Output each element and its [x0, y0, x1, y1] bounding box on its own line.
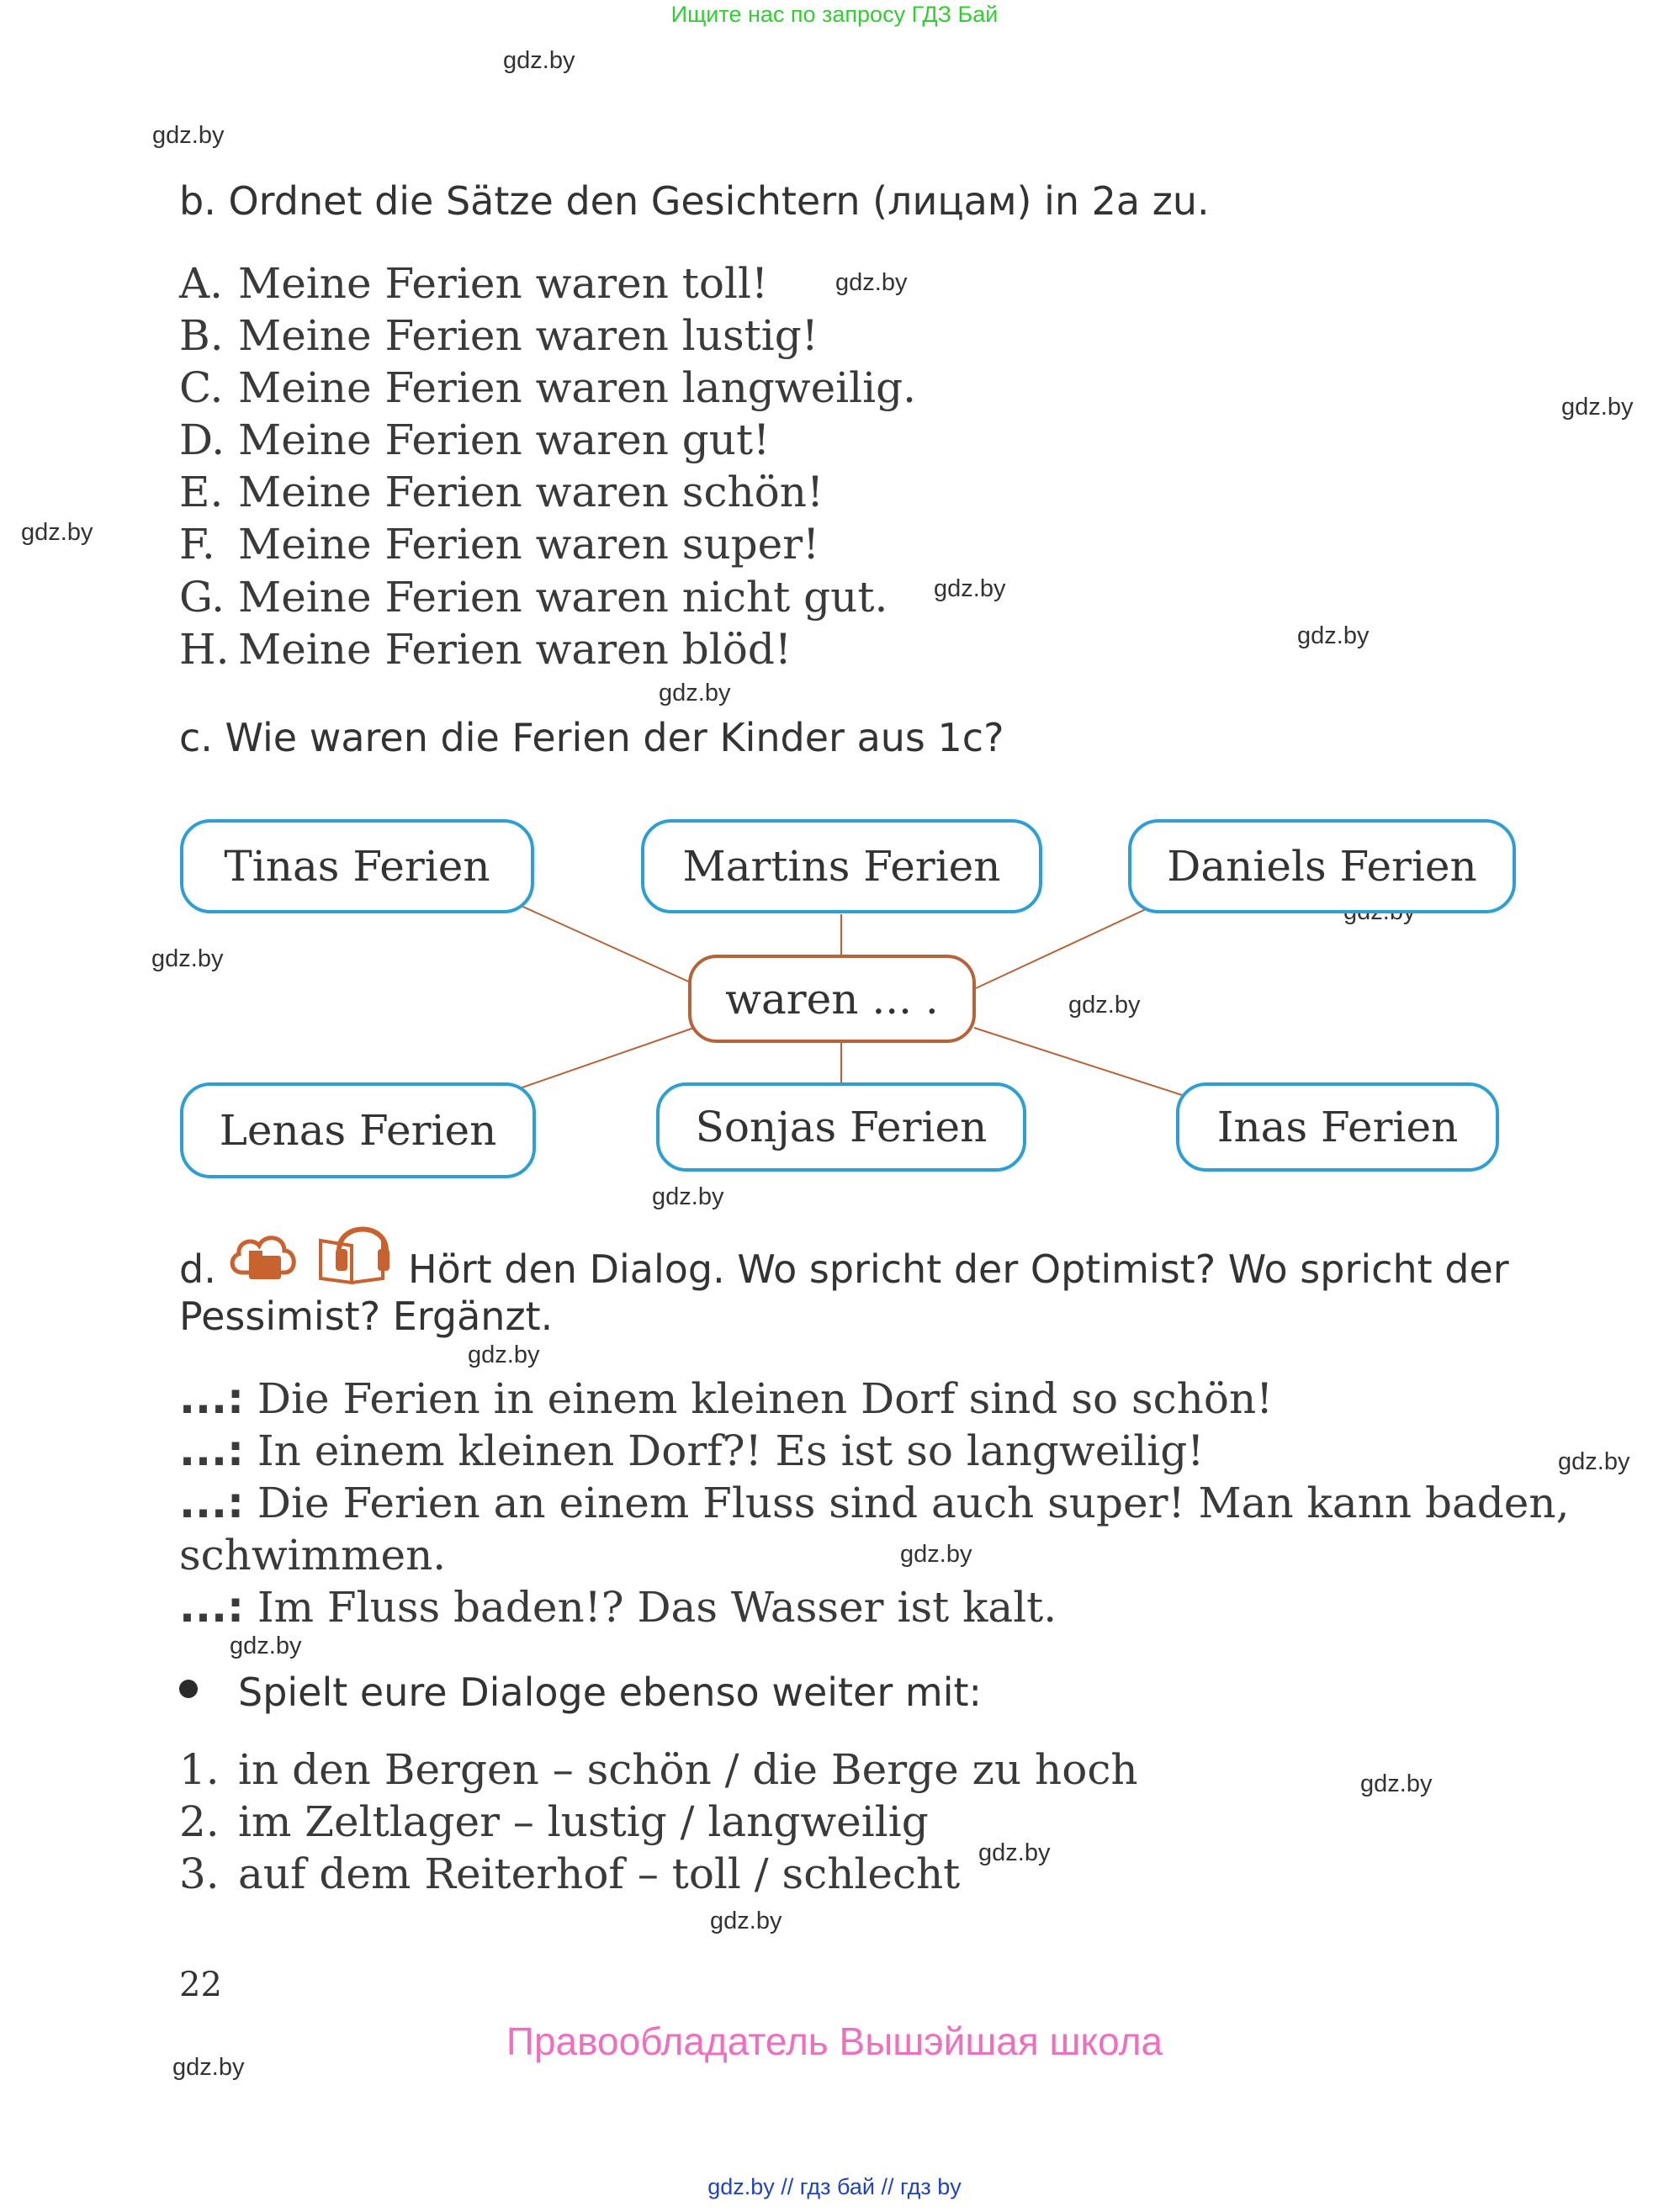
- box-tinas-ferien: Tinas Ferien: [180, 819, 534, 913]
- watermark: gdz.by: [835, 269, 908, 296]
- watermark: gdz.by: [152, 122, 225, 149]
- footer-links[interactable]: gdz.by // гдз бай // гдз by: [707, 2174, 962, 2199]
- dialog-line: ...: In einem kleinen Dorf?! Es ist so langweilig!: [179, 1426, 1205, 1475]
- option-a: A. Meine Ferien waren toll!: [179, 259, 769, 308]
- watermark: gdz.by: [1558, 1448, 1630, 1475]
- dialog-line-continuation: schwimmen.: [179, 1531, 447, 1580]
- watermark: gdz.by: [978, 1839, 1051, 1866]
- box-inas-ferien: Inas Ferien: [1176, 1082, 1499, 1172]
- watermark: gdz.by: [503, 47, 575, 74]
- watermark: gdz.by: [652, 1183, 724, 1210]
- watermark: gdz.by: [230, 1633, 302, 1659]
- watermark: gdz.by: [151, 945, 224, 972]
- dialog-line: ...: Die Ferien an einem Fluss sind auch super! Man kann baden,: [179, 1479, 1570, 1527]
- cloud-download-icon: [227, 1224, 303, 1287]
- watermark: gdz.by: [900, 1541, 972, 1568]
- bullet-heading: Spielt eure Dialoge ebenso weiter mit:: [238, 1670, 983, 1715]
- option-c: C. Meine Ferien waren langweilig.: [179, 363, 917, 412]
- option-h: H. Meine Ferien waren blöd!: [179, 625, 792, 674]
- footer-rights: Правообладатель Вышэйшая школа: [506, 2019, 1163, 2063]
- section-d-heading-line2: Pessimist? Ergänzt.: [179, 1294, 554, 1339]
- box-daniels-ferien: Daniels Ferien: [1128, 819, 1516, 913]
- page-number: 22: [179, 1966, 222, 2004]
- watermark: gdz.by: [468, 1341, 540, 1368]
- option-e: E. Meine Ferien waren schön!: [179, 468, 824, 516]
- section-b-heading: b. Ordnet die Sätze den Gesichtern (лицам) in 2a zu.: [179, 178, 1210, 224]
- box-center-waren: waren ... .: [688, 955, 976, 1043]
- box-lenas-ferien: Lenas Ferien: [180, 1082, 536, 1178]
- dialog-line: ...: Die Ferien in einem kleinen Dorf sind so schön!: [179, 1374, 1274, 1423]
- watermark: gdz.by: [1360, 1770, 1433, 1797]
- section-d-heading-line1: Hört den Dialog. Wo spricht der Optimist? Wo spricht der: [408, 1246, 1509, 1292]
- numbered-item: 3. auf dem Reiterhof – toll / schlecht: [179, 1850, 961, 1898]
- watermark: gdz.by: [659, 680, 731, 706]
- option-d: D. Meine Ferien waren gut!: [179, 415, 771, 464]
- bullet-dot: [179, 1680, 198, 1698]
- watermark: gdz.by: [934, 575, 1006, 602]
- section-d-label: d.: [179, 1246, 216, 1292]
- option-b: B. Meine Ferien waren lustig!: [179, 311, 819, 360]
- section-c-heading: c. Wie waren die Ferien der Kinder aus 1c?: [179, 715, 1004, 760]
- option-g: G. Meine Ferien waren nicht gut.: [179, 573, 888, 622]
- numbered-item: 2. im Zeltlager – lustig / langweilig: [179, 1797, 929, 1846]
- watermark: gdz.by: [710, 1908, 782, 1934]
- option-f: F. Meine Ferien waren super!: [179, 520, 820, 569]
- audio-book-icon: [314, 1215, 398, 1287]
- top-banner[interactable]: Ищите нас по запросу ГДЗ Бай: [670, 2, 999, 27]
- dialog-line: ...: Im Fluss baden!? Das Wasser ist kalt.: [179, 1583, 1057, 1632]
- watermark: gdz.by: [1068, 992, 1141, 1019]
- box-martins-ferien: Martins Ferien: [641, 819, 1042, 913]
- watermark: gdz.by: [1297, 622, 1370, 649]
- watermark: gdz.by: [21, 519, 93, 546]
- numbered-item: 1. in den Bergen – schön / die Berge zu hoch: [179, 1745, 1138, 1794]
- watermark: gdz.by: [172, 2054, 245, 2081]
- watermark: gdz.by: [1561, 394, 1634, 421]
- box-sonjas-ferien: Sonjas Ferien: [656, 1082, 1026, 1172]
